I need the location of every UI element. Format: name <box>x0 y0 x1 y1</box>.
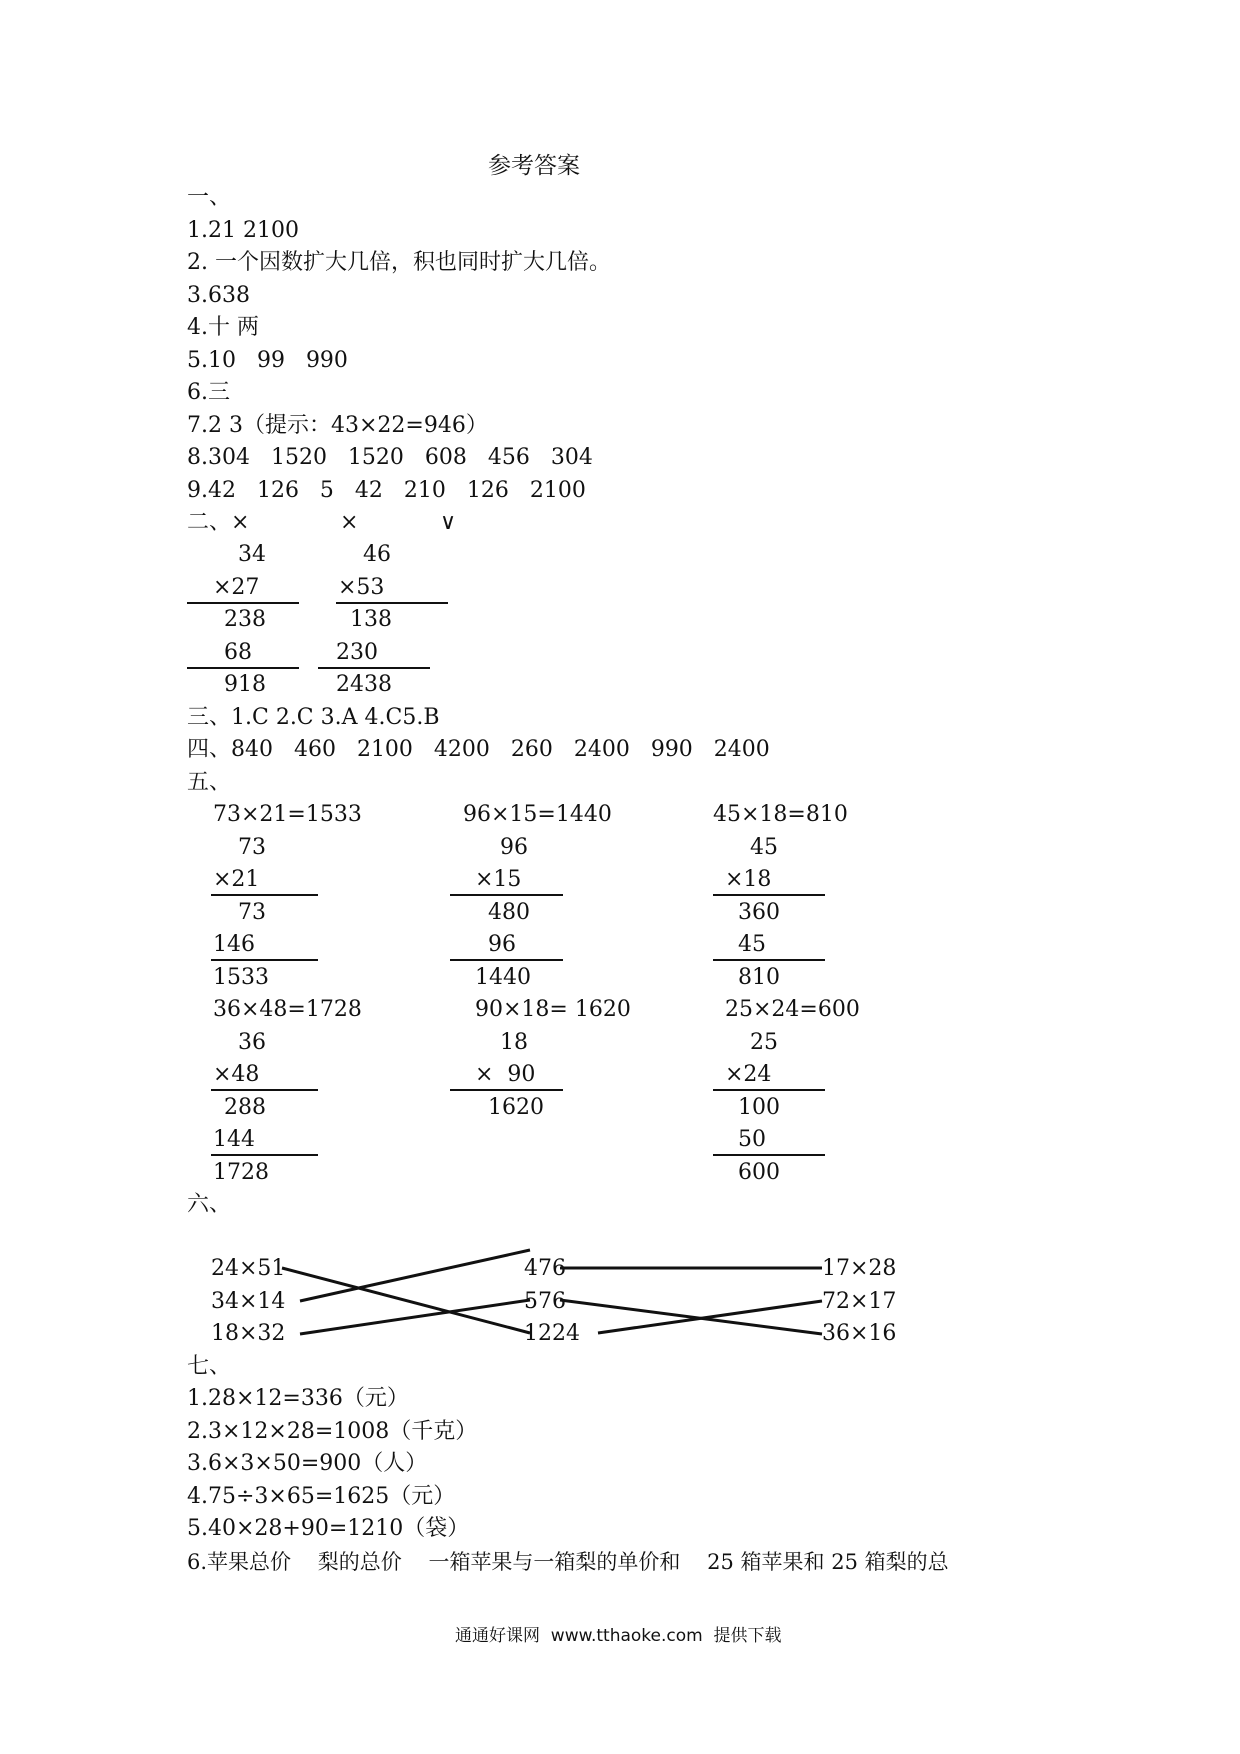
calc-operand: 46 <box>363 542 391 567</box>
match-middle-item: 1224 <box>524 1321 580 1346</box>
calc-equation: 96×15=1440 <box>463 802 612 827</box>
calc-partial: 146 <box>213 932 255 957</box>
calc-operand: 45 <box>750 835 778 860</box>
match-line <box>300 1250 530 1301</box>
calc-result: 600 <box>738 1160 780 1185</box>
page-title: 参考答案 <box>488 153 580 179</box>
match-middle-item: 476 <box>524 1256 566 1281</box>
section-3-answers: 三、1.C 2.C 3.A 4.C5.B <box>187 705 440 730</box>
section-5-heading: 五、 <box>187 770 232 795</box>
calc-multiplier: ×18 <box>725 867 772 892</box>
match-left-item: 34×14 <box>211 1289 286 1314</box>
judgement-mark: × <box>340 510 359 535</box>
answer-item: 2.3×12×28=1008（千克） <box>187 1419 478 1444</box>
calc-equation: 90×18= 1620 <box>475 997 631 1022</box>
section-2-heading: 二、× <box>187 510 250 535</box>
calc-multiplier: ×53 <box>338 575 385 600</box>
answer-item: 9.42 126 5 42 210 126 2100 <box>187 478 586 503</box>
section-4-answers: 四、840 460 2100 4200 260 2400 990 2400 <box>187 737 770 762</box>
calc-partial: 238 <box>224 607 266 632</box>
answer-item: 8.304 1520 1520 608 456 304 <box>187 445 593 470</box>
page-footer: 通通好课网 www.tthaoke.com 提供下载 <box>455 1626 782 1646</box>
answer-item: 5.40×28+90=1210（袋） <box>187 1516 470 1541</box>
calc-partial: 230 <box>336 640 378 665</box>
calc-operand: 96 <box>500 835 528 860</box>
calc-partial: 68 <box>224 640 252 665</box>
judgement-mark: ∨ <box>440 510 457 535</box>
answer-item: 7.2 3（提示：43×22=946） <box>187 413 488 438</box>
calc-equation: 36×48=1728 <box>213 997 362 1022</box>
section-1-heading: 一、 <box>187 185 232 210</box>
calc-multiplier: ×48 <box>213 1062 260 1087</box>
calc-operand: 18 <box>500 1030 528 1055</box>
answer-item: 6.苹果总价 梨的总价 一箱苹果与一箱梨的单价和 25 箱苹果和 25 箱梨的总 <box>187 1550 949 1574</box>
answer-item: 6.三 <box>187 380 230 405</box>
calc-partial: 73 <box>238 900 266 925</box>
calc-partial: 360 <box>738 900 780 925</box>
calc-partial: 138 <box>350 607 392 632</box>
calc-equation: 45×18=810 <box>713 802 848 827</box>
match-middle-item: 576 <box>524 1289 566 1314</box>
answer-item: 1.21 2100 <box>187 218 299 243</box>
calc-operand: 25 <box>750 1030 778 1055</box>
answer-item: 3.638 <box>187 283 250 308</box>
calc-partial: 288 <box>224 1095 266 1120</box>
answer-item: 2. 一个因数扩大几倍，积也同时扩大几倍。 <box>187 250 611 275</box>
match-left-item: 24×51 <box>211 1256 286 1281</box>
calc-multiplier: ×24 <box>725 1062 772 1087</box>
match-right-item: 72×17 <box>822 1289 897 1314</box>
calc-result: 1533 <box>213 965 269 990</box>
calc-equation: 25×24=600 <box>725 997 860 1022</box>
calc-partial: 50 <box>738 1127 766 1152</box>
calc-equation: 73×21=1533 <box>213 802 362 827</box>
calc-partial: 45 <box>738 932 766 957</box>
calc-result: 1620 <box>488 1095 544 1120</box>
calc-multiplier: ×27 <box>213 575 260 600</box>
calc-partial: 96 <box>488 932 516 957</box>
calc-operand: 73 <box>238 835 266 860</box>
section-7-heading: 七、 <box>187 1354 232 1379</box>
calc-operand: 36 <box>238 1030 266 1055</box>
answer-item: 5.10 99 990 <box>187 348 348 373</box>
calc-operand: 34 <box>238 542 266 567</box>
calc-result: 1440 <box>475 965 531 990</box>
calc-result: 918 <box>224 672 266 697</box>
calc-multiplier: × 90 <box>475 1062 536 1087</box>
calc-result: 1728 <box>213 1160 269 1185</box>
match-right-item: 36×16 <box>822 1321 897 1346</box>
section-6-heading: 六、 <box>187 1192 232 1217</box>
answer-item: 4.75÷3×65=1625（元） <box>187 1484 456 1509</box>
match-left-item: 18×32 <box>211 1321 286 1346</box>
calc-partial: 480 <box>488 900 530 925</box>
calc-result: 810 <box>738 965 780 990</box>
answer-item: 1.28×12=336（元） <box>187 1386 409 1411</box>
calc-multiplier: ×21 <box>213 867 260 892</box>
match-right-item: 17×28 <box>822 1256 897 1281</box>
calc-partial: 144 <box>213 1127 255 1152</box>
calc-multiplier: ×15 <box>475 867 522 892</box>
answer-item: 3.6×3×50=900（人） <box>187 1451 428 1476</box>
calc-result: 2438 <box>336 672 392 697</box>
calc-partial: 100 <box>738 1095 780 1120</box>
answer-item: 4.十 两 <box>187 315 259 340</box>
match-line <box>300 1300 530 1334</box>
